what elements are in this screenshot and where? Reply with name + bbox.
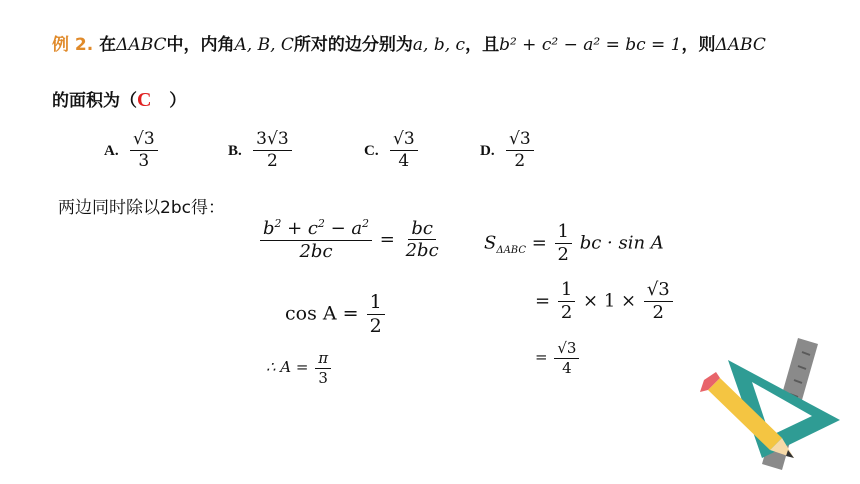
area-subscript: ΔABC (496, 244, 526, 256)
area-step-2: = $\frac{1}{2}$ × 1 × $\frac{√3}{2}$ (535, 280, 675, 323)
option-d-den: 2 (514, 150, 526, 171)
ruler-pencil-set-icon (690, 330, 850, 480)
cos-num: 1 (367, 292, 385, 315)
area-step-2-mid: × 1 × (583, 290, 637, 312)
option-a-num: √3 (130, 130, 158, 151)
option-a (104, 130, 160, 170)
option-c-label: C. (364, 142, 379, 159)
area-result-num: √3 (554, 340, 579, 359)
therefore-a: ∴ A = (266, 358, 309, 376)
option-b (228, 130, 294, 170)
problem-text-d: ，且 (465, 35, 500, 55)
eq1-lhs-den: 2bc (299, 240, 333, 262)
area-symbol: S (484, 232, 497, 254)
pi-num: π (315, 350, 331, 369)
option-c-den: 4 (398, 150, 410, 171)
area-step-3: = $\frac{√3}{4}$ (535, 340, 581, 376)
sides-abc: a, b, c (412, 35, 466, 55)
equation-angle (266, 350, 333, 386)
cos-lhs: cos A (285, 302, 337, 325)
problem-text-c: 所对的边分别为 (293, 35, 413, 55)
option-a-label: A. (104, 142, 119, 159)
eq1-rhs-num: bc (408, 219, 436, 241)
problem-text-g: ） (169, 91, 187, 111)
problem-text-e: ，则 (681, 35, 716, 55)
problem-line-1 (52, 30, 766, 55)
example-prefix: 例 2. (52, 35, 94, 55)
option-b-num: 3√3 (253, 130, 291, 151)
cos-den: 2 (369, 314, 382, 337)
option-d-num: √3 (506, 130, 534, 151)
option-b-den: 2 (266, 150, 278, 171)
equation-divided: $\frac{b^2 + c^2 - a^2}{2bc}$ = $\frac{bc}{2bc}$ (258, 218, 444, 262)
answer-letter: C (137, 89, 152, 111)
triangle-abc-2: ΔABC (715, 35, 766, 55)
triangle-abc: ΔABC (116, 35, 167, 55)
area-result-den: 4 (562, 358, 572, 377)
eq1-lhs-num: $b^2 + c^2 - a^2$ (260, 218, 372, 241)
pi-den: 3 (318, 368, 328, 387)
problem-text-a: 在 (99, 35, 117, 55)
option-d-label: D. (480, 142, 495, 159)
option-c (364, 130, 420, 170)
area-rhs: bc · sin A (579, 232, 664, 254)
problem-line-2 (52, 86, 186, 112)
option-a-den: 3 (138, 150, 150, 171)
given-equation: b² + c² − a² = bc = 1 (499, 35, 682, 55)
option-b-label: B. (228, 142, 242, 159)
solution-intro: 两边同时除以2bc得： (58, 198, 225, 218)
option-d (480, 130, 536, 170)
problem-text-f: 的面积为（ (52, 91, 137, 111)
problem-text-b: 中，内角 (166, 35, 235, 55)
equation-cos: cos A = $\frac{1}{2}$ (285, 292, 387, 337)
angles-abc: A, B, C (234, 35, 294, 55)
area-step-1: $S_{\Delta ABC}$ = $\frac{1}{2}$ bc · sin A (484, 221, 664, 265)
option-c-num: √3 (390, 130, 418, 151)
eq1-rhs-den: 2bc (405, 240, 439, 262)
